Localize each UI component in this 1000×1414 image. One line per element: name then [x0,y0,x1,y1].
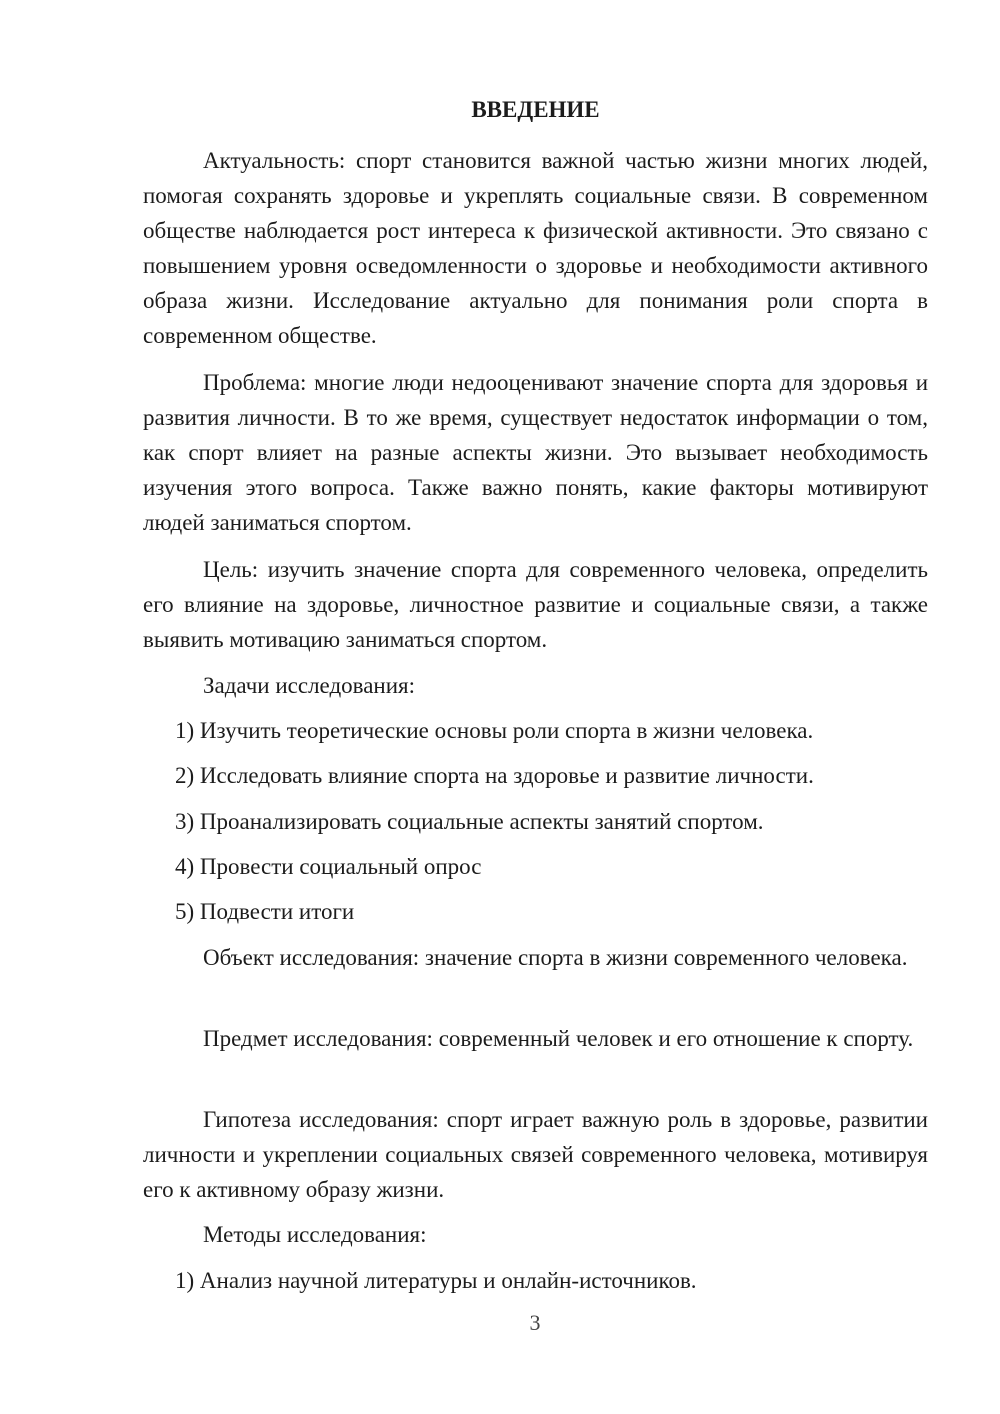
task-item: 5) Подвести итоги [175,899,355,924]
task-item: 2) Исследовать влияние спорта на здоровье и развитие личности. [175,763,814,788]
paragraph-object: Объект исследования: значение спорта в жизни современного человека. [203,945,908,970]
paragraph-hypothesis: Гипотеза исследования: спорт играет важную роль в здоровье, развитии личности и укреплении социальных связей современного человека, мотивируя его к активному образу жизни. [143,1107,928,1202]
method-item: 1) Анализ научной литературы и онлайн-источников. [175,1268,697,1293]
page-title: ВВЕДЕНИЕ [471,97,600,122]
methods-title: Методы исследования: [203,1222,427,1247]
paragraph-goal: Цель: изучить значение спорта для современного человека, определить его влияние на здоровье, личностное развитие и социальные связи, а также выявить мотивацию заниматься спортом. [143,557,928,652]
paragraph-relevance: Актуальность: спорт становится важной частью жизни многих людей, помогая сохранять здоровье и укреплять социальные связи. В современном обществе наблюдается рост интереса к физической активности. Это связано с повышением уровня осведомленности о здоровье и необходимости активного образа жизни. Исследование актуально для понимания роли спорта в современном обществе. [143,148,928,348]
paragraph-subject: Предмет исследования: современный человек и его отношение к спорту. [203,1026,914,1051]
paragraph-problem: Проблема: многие люди недооценивают значение спорта для здоровья и развития личности. В то же время, существует недостаток информации о том, как спорт влияет на разные аспекты жизни. Это вызывает необходимость изучения этого вопроса. Также важно понять, какие факторы мотивируют людей заниматься спортом. [143,370,928,535]
task-item: 3) Проанализировать социальные аспекты занятий спортом. [175,809,764,834]
task-item: 1) Изучить теоретические основы роли спорта в жизни человека. [175,718,814,743]
tasks-title: Задачи исследования: [203,673,416,698]
task-item: 4) Провести социальный опрос [175,854,482,879]
page-number: 3 [529,1310,541,1335]
